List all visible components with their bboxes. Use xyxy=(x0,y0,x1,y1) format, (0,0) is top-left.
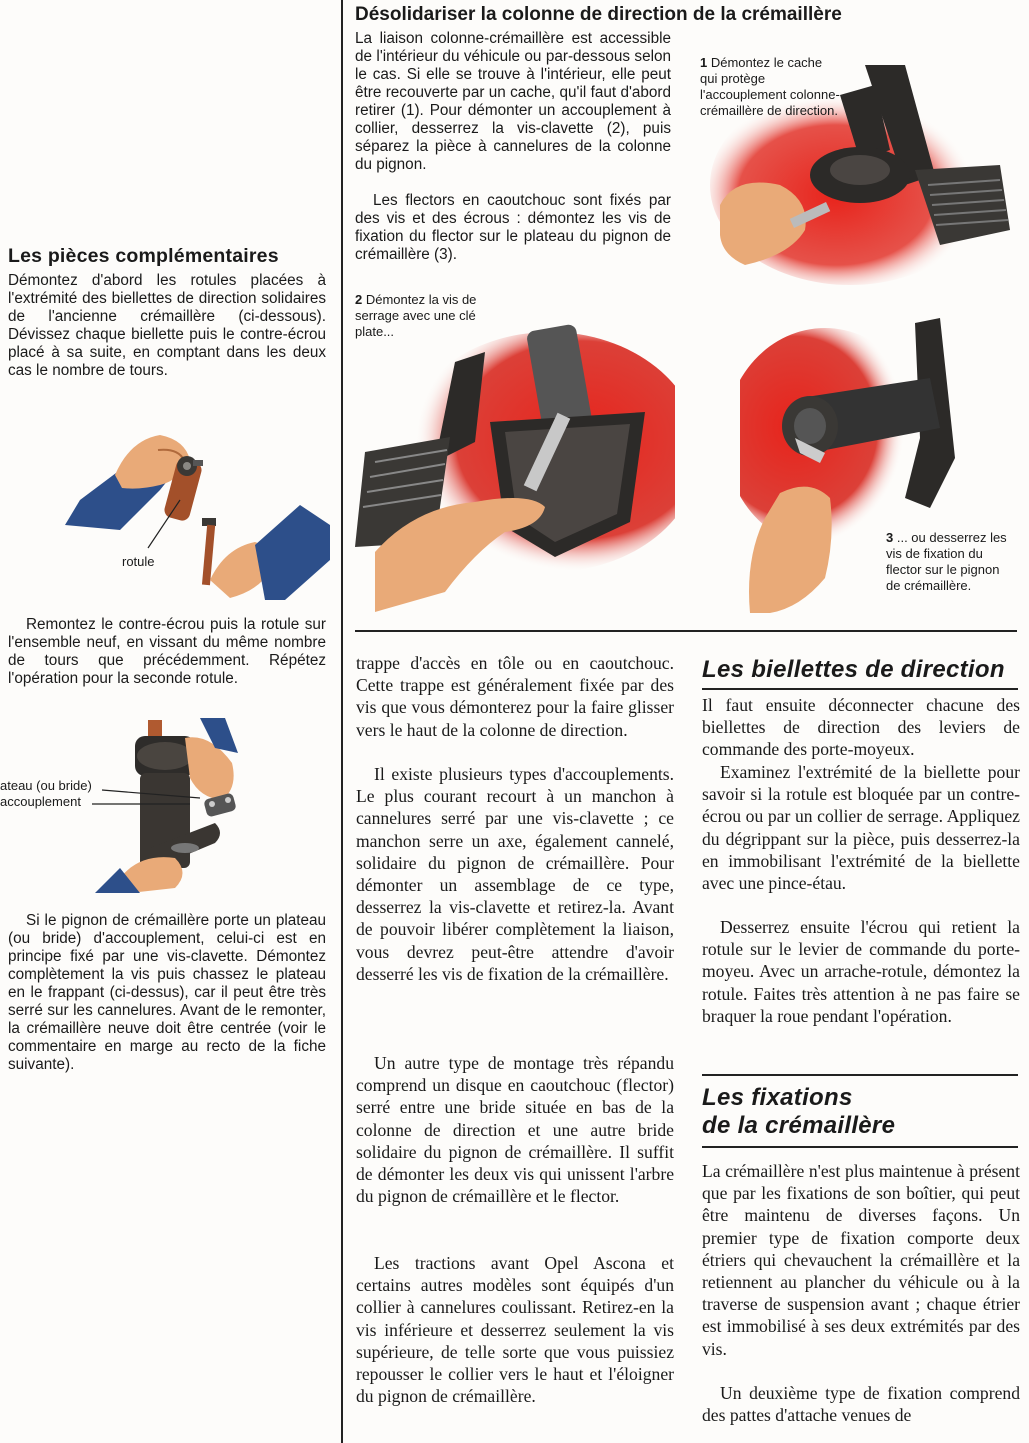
label-plateau: ateau (ou bride) xyxy=(0,778,92,793)
caption-1-number: 1 xyxy=(700,55,708,70)
caption-2 xyxy=(355,292,505,340)
caption-1-text: Démontez le cache qui protège l'accouplement colonne-crémaillère de direction. xyxy=(700,55,840,118)
left-para-2: Remontez le contre-écrou puis la rotule sur l'ensemble neuf, en vissant du même nombre de tours que précédemment. Répétez l'opération pour la seconde rotule. xyxy=(8,616,326,687)
caption-3-text: ... ou desserrez les vis de fixation du flector sur le pignon de crémaillère. xyxy=(886,530,1007,593)
right-heading-2-line-1: Les fixations xyxy=(702,1084,853,1111)
photo-2 xyxy=(355,292,675,612)
caption-2-number: 2 xyxy=(355,292,363,307)
right-heading-1: Les biellettes de direction xyxy=(702,656,1005,683)
left-para-3: Si le pignon de crémaillère porte un plateau (ou bride) d'accouplement, celui-ci est en principe fixé par une vis-clavette. Démontez complètement la vis puis chassez le plateau en le frappant (ci-dessus), car il peut être très serré sur les cannelures. Avant de le remonter, la crémaillère neuve doit être centrée (voir le commentaire en marge au recto de la fiche suivante). xyxy=(8,912,326,1073)
right-para-1: Il faut ensuite déconnecter chacune des biellettes de direction des leviers de commande des porte-moyeux. xyxy=(702,695,1020,760)
column-divider xyxy=(341,0,343,1443)
label-accouplement: accouplement xyxy=(0,794,81,809)
right-para-3: Desserrez ensuite l'écrou qui retient la rotule sur le levier de commande du porte-moyeu. Avec un arrache-rotule, démontez la rotule. Faites très attention à ne pas faire se braquer la roue pendant l'opération. xyxy=(702,917,1020,1026)
heading-rule-2 xyxy=(702,1074,1018,1076)
figure-plateau xyxy=(0,718,260,893)
photo-3 xyxy=(740,318,1025,613)
middle-para-2: Il existe plusieurs types d'accouplements. Le plus courant recourt à un manchon à cannelures serré par une vis-clavette ; ce manchon serre un axe, également cannelé, solidaire du pignon de crémaillère. Pour démonter un assemblage de ce type, desserrez la vis-clavette et retirez-la. Avant de pouvoir libérer complètement la liaison, vous devrez peut-être attendre d'avoir desserré les vis de fixation de la crémaillère. xyxy=(356,764,674,984)
photo-2-illustration xyxy=(355,292,675,612)
caption-2-text: Démontez la vis de serrage avec une clé plate... xyxy=(355,292,477,339)
left-para-1: Démontez d'abord les rotules placées à l'extrémité des biellettes de direction solidaires de l'ancienne crémaillère (ci-dessous). Dévissez chaque biellette puis le contre-écrou placé à sa suite, en comptant dans les deux cas le nombre de tours. xyxy=(8,272,326,379)
figure-rotule xyxy=(60,430,330,600)
top-heading: Désolidariser la colonne de direction de la crémaillère xyxy=(355,4,842,25)
label-rotule: rotule xyxy=(122,554,155,569)
right-para-4: La crémaillère n'est plus maintenue à présent que par les fixations de son boîtier, qui peut être maintenu de diverses façons. Un premier type de fixation comporte deux étriers qui chevauchent la crémaillère et la retiennent au plancher du véhicule ou à la traverse de suspension avant ; chaque étrier est immobilisé à ses deux extrémités par des vis. xyxy=(702,1161,1020,1359)
right-para-2: Examinez l'extrémité de la biellette pour savoir si la rotule est bloquée par un contre-écrou ou par un collier de serrage. Appliquez du dégrippant sur la pièce, puis desserrez-la en immobilisant l'extrémité de la biellette avec une pince-étau. xyxy=(702,762,1020,894)
rotule-illustration xyxy=(60,430,330,600)
middle-para-3: Un autre type de montage très répandu comprend un disque en caoutchouc (flector) serré entre une bride située en bas de la colonne de direction et une autre bride solidaire du pignon de crémaillère. Il suffit de démonter les deux vis qui unissent l'arbre du pignon de crémaillère et le flector. xyxy=(356,1053,674,1207)
caption-3 xyxy=(886,530,1016,594)
left-heading: Les pièces complémentaires xyxy=(8,245,279,267)
photo-1 xyxy=(700,55,1025,290)
right-heading-1-block xyxy=(702,656,1018,684)
heading-underline-2 xyxy=(702,1146,1018,1148)
right-heading-2-block xyxy=(702,1084,1018,1140)
middle-para-1: trappe d'accès en tôle ou en caoutchouc. Cette trappe est généralement fixée par des vis que vous démonterez pour la faire glisser vers le haut de la colonne de direction. xyxy=(356,653,674,740)
caption-1 xyxy=(700,55,840,119)
caption-3-number: 3 xyxy=(886,530,894,545)
top-para-1: La liaison colonne-crémaillère est accessible de l'intérieur du véhicule ou par-dessous selon le cas. Si elle se trouve à l'intérieur, elle peut être recouverte par un cache, qu'il faut d'abord retirer (1). Pour démonter un accouplement à collier, desserrez la vis-clavette (2), puis séparez la pièce à cannelures de la colonne du pignon. xyxy=(355,30,671,173)
right-heading-2-line-2: de la crémaillère xyxy=(702,1112,896,1139)
heading-underline-1 xyxy=(702,688,1018,690)
section-divider xyxy=(355,630,1017,632)
top-para-2: Les flectors en caoutchouc sont fixés par des vis et des écrous : démontez les vis de fixation du flector sur le plateau du pignon de crémaillère (3). xyxy=(355,192,671,263)
right-para-5: Un deuxième type de fixation comprend des pattes d'attache venues de xyxy=(702,1383,1020,1426)
middle-para-4: Les tractions avant Opel Ascona et certains autres modèles sont équipés d'un collier à cannelures coulissant. Retirez-en la vis inférieure et desserrez seulement la vis supérieure, de telle sorte que vous puissiez repousser le collier vers le haut et l'éloigner du pignon de crémaillère. xyxy=(356,1253,674,1407)
